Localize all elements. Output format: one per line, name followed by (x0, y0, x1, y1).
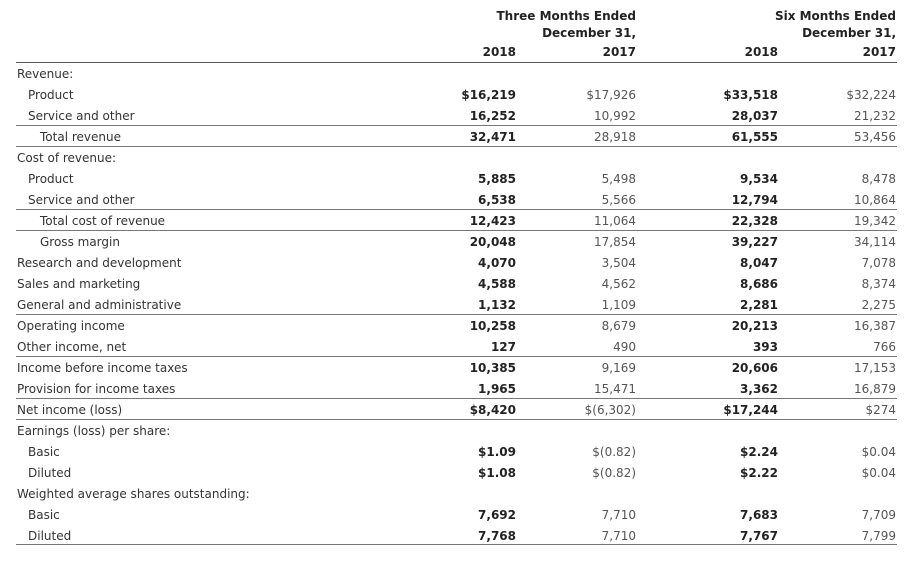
row-value-col2: 17,854 (594, 235, 636, 249)
row-value-col2: 15,471 (594, 382, 636, 396)
row-value-col2: 490 (613, 340, 636, 354)
row-value-col4: 2,275 (861, 298, 896, 312)
row-value-col1: 127 (490, 340, 516, 354)
row-label: Operating income (17, 319, 125, 333)
rule (16, 314, 897, 315)
row-value-col4: 19,342 (854, 214, 896, 228)
row-label: Net income (loss) (17, 403, 123, 417)
row-value-col4: 16,387 (854, 319, 896, 333)
row-value-col3: $2.24 (740, 445, 778, 459)
row-value-col3: 9,534 (740, 172, 778, 186)
header-six-months-line1: Six Months Ended (774, 9, 896, 23)
row-value-col2: 5,566 (601, 193, 636, 207)
row-value-col1: $16,219 (461, 88, 516, 102)
row-value-col3: $17,244 (723, 403, 778, 417)
row-value-col2: 1,109 (601, 298, 636, 312)
row-label: General and administrative (17, 298, 182, 312)
row-label: Basic (28, 445, 60, 459)
row-value-col3: 3,362 (740, 382, 778, 396)
row-value-col2: 11,064 (594, 214, 636, 228)
row-label: Diluted (28, 529, 72, 543)
row-value-col4: 8,478 (861, 172, 896, 186)
row-value-col1: 32,471 (469, 130, 516, 144)
header-three-months-line2: December 31, (542, 26, 636, 40)
row-label: Product (28, 88, 74, 102)
rule (16, 419, 897, 420)
row-value-col1: 6,538 (478, 193, 516, 207)
row-value-col2: $17,926 (586, 88, 636, 102)
row-value-col2: 28,918 (594, 130, 636, 144)
row-value-col4: 10,864 (854, 193, 896, 207)
row-value-col4: 21,232 (854, 109, 896, 123)
row-label: Revenue: (17, 67, 74, 81)
row-value-col1: 7,768 (478, 529, 516, 543)
row-value-col4: 53,456 (854, 130, 896, 144)
rule (16, 356, 897, 357)
row-value-col1: 4,588 (478, 277, 516, 291)
row-label: Service and other (28, 109, 135, 123)
row-value-col1: $1.09 (478, 445, 516, 459)
rule (16, 544, 897, 545)
row-value-col1: 10,258 (469, 319, 516, 333)
header-six-months-line2: December 31, (802, 26, 896, 40)
row-value-col2: 4,562 (601, 277, 636, 291)
row-value-col3: 8,047 (740, 256, 778, 270)
row-value-col3: $2.22 (740, 466, 778, 480)
row-label: Provision for income taxes (17, 382, 176, 396)
rule (16, 125, 897, 126)
row-value-col2: 7,710 (601, 529, 636, 543)
header-year-col3: 2018 (744, 45, 778, 59)
header-year-col4: 2017 (862, 45, 896, 59)
row-label: Earnings (loss) per share: (17, 424, 171, 438)
row-value-col3: 2,281 (740, 298, 778, 312)
rule (16, 146, 897, 147)
row-label: Cost of revenue: (17, 151, 117, 165)
row-value-col4: 16,879 (854, 382, 896, 396)
row-value-col1: 10,385 (469, 361, 516, 375)
row-label: Research and development (17, 256, 182, 270)
row-label: Sales and marketing (17, 277, 141, 291)
row-value-col3: 22,328 (731, 214, 778, 228)
rule (16, 209, 897, 210)
rule (16, 230, 897, 231)
row-value-col3: 393 (752, 340, 778, 354)
row-label: Basic (28, 508, 60, 522)
row-value-col4: 766 (873, 340, 896, 354)
row-value-col2: 10,992 (594, 109, 636, 123)
row-value-col3: 7,683 (740, 508, 778, 522)
row-value-col3: 8,686 (740, 277, 778, 291)
row-label: Diluted (28, 466, 72, 480)
row-value-col4: $274 (865, 403, 896, 417)
rule (16, 398, 897, 399)
row-value-col1: 4,070 (478, 256, 516, 270)
row-value-col4: 7,078 (861, 256, 896, 270)
row-value-col2: $(6,302) (584, 403, 636, 417)
row-value-col3: $33,518 (723, 88, 778, 102)
row-value-col1: 1,132 (478, 298, 516, 312)
row-label: Gross margin (40, 235, 120, 249)
row-value-col1: $8,420 (469, 403, 516, 417)
row-value-col2: 9,169 (601, 361, 636, 375)
header-year-col1: 2018 (482, 45, 516, 59)
row-value-col4: 7,799 (861, 529, 896, 543)
header-year-col2: 2017 (602, 45, 636, 59)
row-label: Total cost of revenue (40, 214, 166, 228)
row-value-col4: 7,709 (861, 508, 896, 522)
row-value-col2: 5,498 (601, 172, 636, 186)
row-value-col3: 39,227 (731, 235, 778, 249)
row-value-col3: 7,767 (740, 529, 778, 543)
row-value-col2: 3,504 (601, 256, 636, 270)
row-value-col3: 28,037 (731, 109, 778, 123)
row-value-col3: 61,555 (731, 130, 778, 144)
row-value-col4: 17,153 (854, 361, 896, 375)
row-value-col1: 1,965 (478, 382, 516, 396)
row-value-col4: 8,374 (861, 277, 896, 291)
row-label: Total revenue (40, 130, 121, 144)
header-rule (16, 62, 897, 63)
row-value-col2: $(0.82) (592, 445, 636, 459)
row-value-col2: 8,679 (601, 319, 636, 333)
row-value-col4: $32,224 (846, 88, 896, 102)
row-value-col1: 12,423 (469, 214, 516, 228)
row-value-col1: 5,885 (478, 172, 516, 186)
row-value-col1: 7,692 (478, 508, 516, 522)
row-value-col1: 20,048 (469, 235, 516, 249)
row-value-col3: 20,606 (731, 361, 778, 375)
row-label: Income before income taxes (17, 361, 188, 375)
row-label: Product (28, 172, 74, 186)
row-value-col3: 20,213 (731, 319, 778, 333)
row-value-col4: 34,114 (854, 235, 896, 249)
row-label: Service and other (28, 193, 135, 207)
row-value-col2: $(0.82) (592, 466, 636, 480)
row-value-col1: 16,252 (469, 109, 516, 123)
row-value-col4: $0.04 (861, 466, 896, 480)
row-label: Other income, net (17, 340, 127, 354)
row-value-col4: $0.04 (861, 445, 896, 459)
row-label: Weighted average shares outstanding: (17, 487, 250, 501)
header-three-months-line1: Three Months Ended (496, 9, 636, 23)
row-value-col2: 7,710 (601, 508, 636, 522)
row-value-col1: $1.08 (478, 466, 516, 480)
row-value-col3: 12,794 (731, 193, 778, 207)
